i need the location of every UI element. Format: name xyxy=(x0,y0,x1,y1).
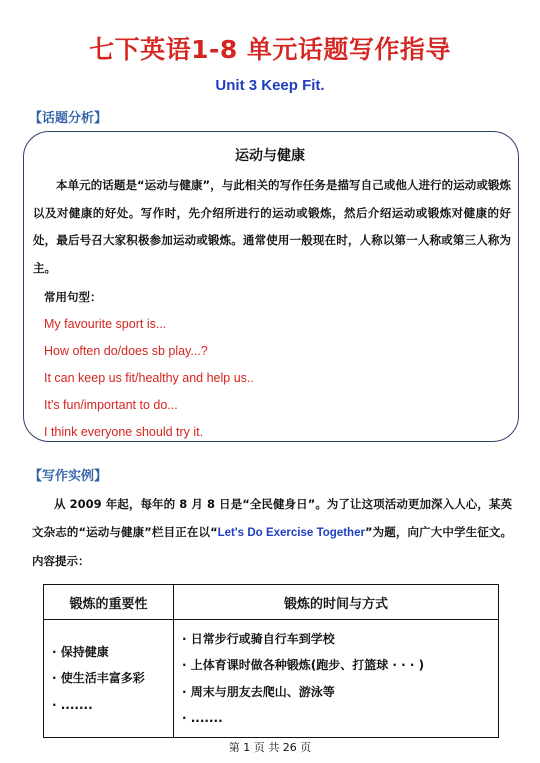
section-tag-topic-analysis: 【话题分析】 xyxy=(29,111,108,126)
list-item: · 保持健康 xyxy=(52,644,109,659)
document-title: 七下英语1-8 单元话题写作指导 xyxy=(89,35,451,64)
list-item: · ....... xyxy=(182,711,223,725)
example-text-before: 从 2009 年起，每年的 8 月 8 日是“全民健身日”。为了让这项活动更加深入人心，某英文杂志的“运动与健康”栏目正在以“ xyxy=(32,497,512,539)
section-tag-writing-example: 【写作实例】 xyxy=(29,469,108,484)
table-header: 锻炼的时间与方式 xyxy=(174,585,499,620)
unit-subtitle: Unit 3 Keep Fit. xyxy=(215,77,325,94)
topic-paragraph: 本单元的话题是“运动与健康”，与此相关的写作任务是描写自己或他人进行的运动或锻炼以及对健康的好处。写作时，先介绍所进行的运动或锻炼，然后介绍运动或锻炼对健康的好处，最后号召大家积极参加运动或锻炼。通常使用一般现在时，人称以第一人称或第三人称为主。 xyxy=(33,178,511,275)
list-item: · ....... xyxy=(52,697,93,712)
common-sentences-list xyxy=(44,311,254,446)
essay-title-highlight: Let's Do Exercise Together xyxy=(217,527,365,539)
common-sentences-label: 常用句型： xyxy=(44,290,102,304)
list-item: · 日常步行或骑自行车到学校 xyxy=(182,631,335,646)
example-text-after: ”为题，向广大中学生征文。内容提示： xyxy=(32,525,512,568)
table-cell-importance xyxy=(44,620,174,738)
sentence-pattern: My favourite sport is... xyxy=(44,317,167,331)
example-paragraph xyxy=(32,490,512,575)
list-item: · 上体育课时做各种锻炼(跑步、打篮球 · · · ) xyxy=(182,658,425,672)
list-item: · 周末与朋友去爬山、游泳等 xyxy=(182,684,335,699)
table-header: 锻炼的重要性 xyxy=(44,585,174,620)
content-hints-table xyxy=(43,584,499,738)
table-cell-time-method xyxy=(174,620,499,738)
table-row xyxy=(44,620,499,738)
sentence-pattern: It can keep us fit/healthy and help us.. xyxy=(44,371,254,385)
sentence-pattern: How often do/does sb play...? xyxy=(44,344,208,358)
box-title: 运动与健康 xyxy=(235,148,305,164)
sentence-pattern: It's fun/important to do... xyxy=(44,398,178,412)
list-item: · 使生活丰富多彩 xyxy=(52,671,145,686)
page-number: 第 1 页 共 26 页 xyxy=(228,741,312,754)
sentence-pattern: I think everyone should try it. xyxy=(44,425,204,439)
table-header-row xyxy=(44,585,499,620)
